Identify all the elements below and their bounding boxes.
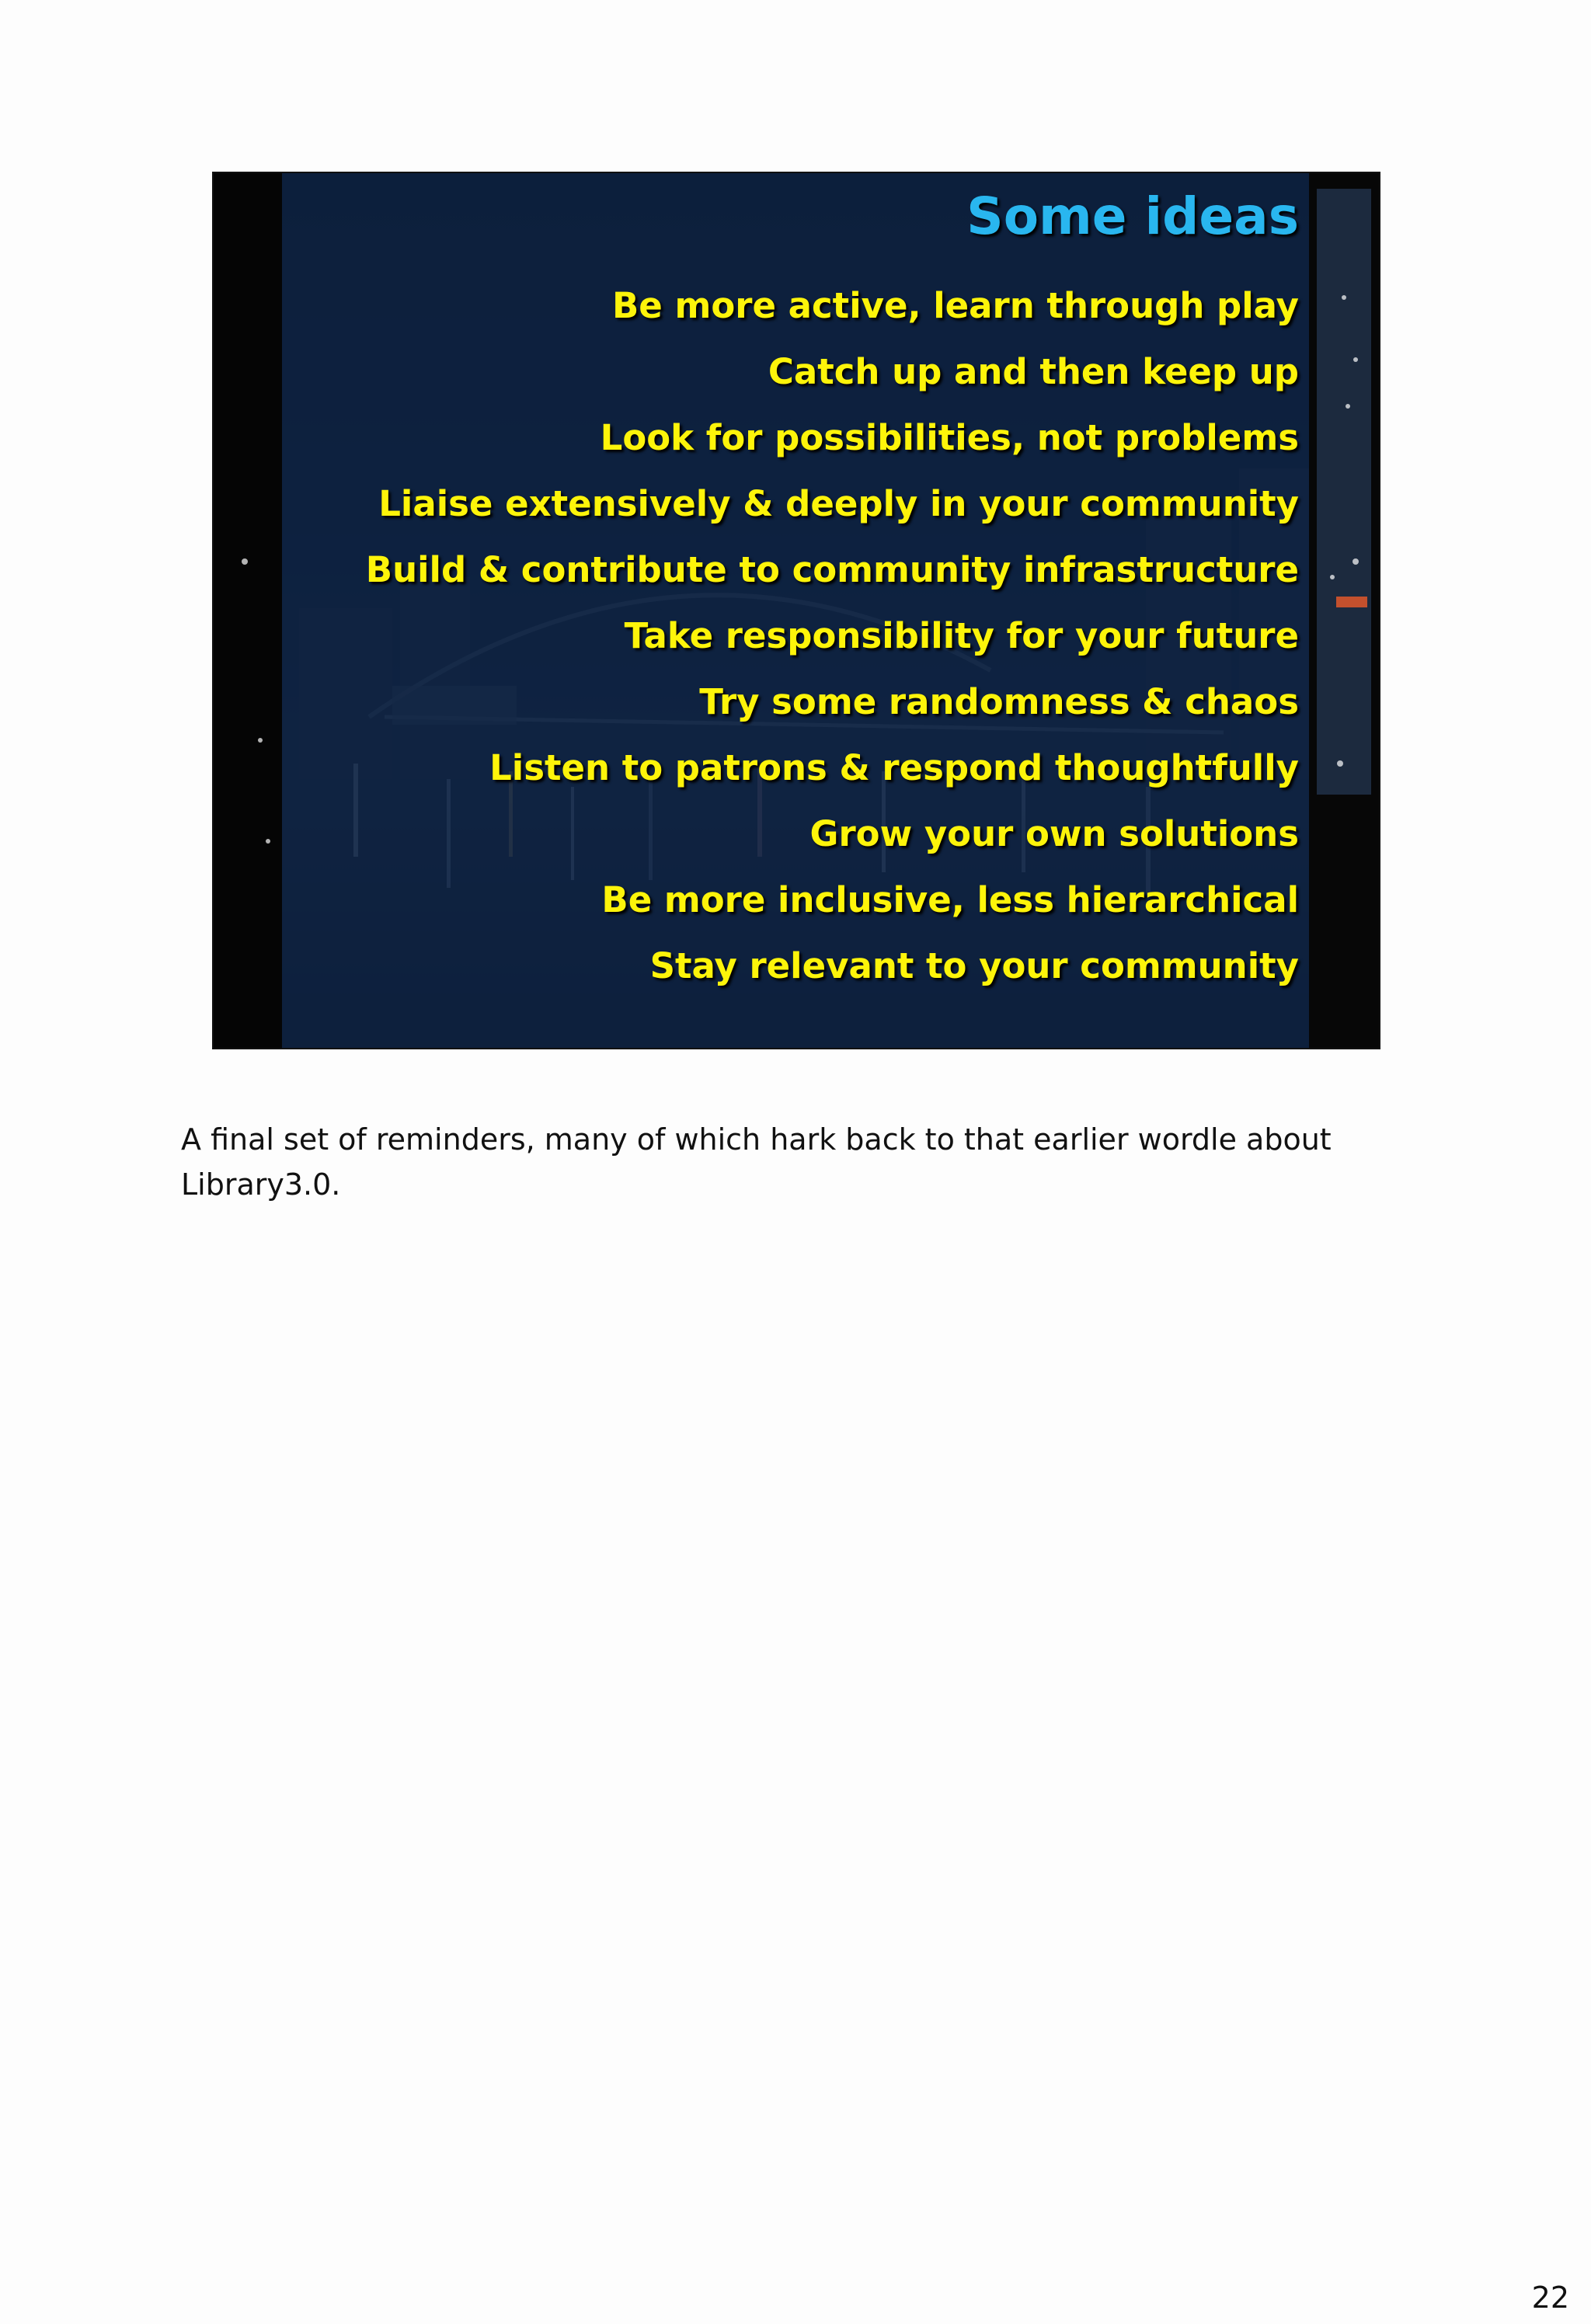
idea-item: Try some randomness & chaos <box>699 681 1299 722</box>
slide-image <box>214 173 1379 1048</box>
idea-item: Look for possibilities, not problems <box>600 417 1299 458</box>
idea-item: Liaise extensively & deeply in your community <box>378 483 1299 524</box>
idea-item: Listen to patrons & respond thoughtfully <box>489 747 1299 788</box>
idea-item: Build & contribute to community infrastructure <box>365 549 1299 590</box>
page-number: 22 <box>1531 2281 1569 2315</box>
idea-item: Grow your own solutions <box>809 813 1299 854</box>
idea-item: Take responsibility for your future <box>624 615 1299 656</box>
speaker-notes: A final set of reminders, many of which hark back to that earlier wordle about Library3.0. <box>181 1122 1332 1202</box>
idea-item: Be more inclusive, less hierarchical <box>601 879 1299 920</box>
idea-item: Stay relevant to your community <box>649 945 1299 986</box>
idea-item: Catch up and then keep up <box>768 351 1299 392</box>
idea-item: Be more active, learn through play <box>611 285 1299 326</box>
ideas-list <box>366 273 1299 999</box>
slide-title: Some ideas <box>966 186 1299 246</box>
